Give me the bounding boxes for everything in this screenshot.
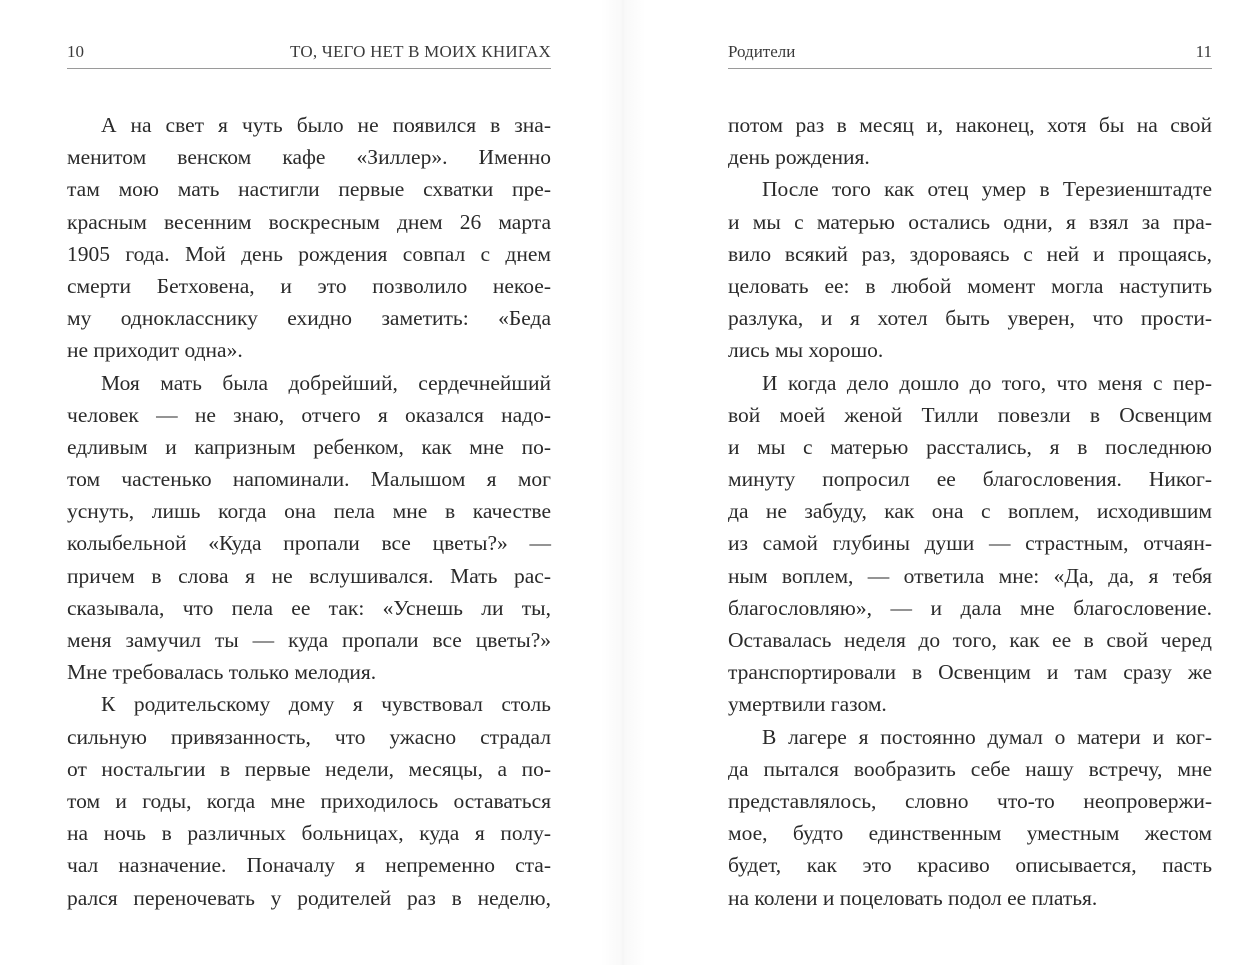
text-line: красным весенним воскресным днем 26 марта [67,209,551,234]
text-line: умертвили газом. [728,692,887,717]
text-line: да пытался вообразить себе нашу встречу, мне [728,756,1212,781]
text-line: на колени и поцеловать подол ее платья. [728,885,1098,910]
right-page [623,0,1246,965]
right-header-rule [728,68,1212,69]
text-line: потом раз в месяц и, наконец, хотя бы на свой [728,113,1212,137]
text-line: чал назначение. Поначалу я непременно ста- [67,853,551,878]
text-line: том и годы, когда мне приходилось оставаться [67,788,551,813]
text-line: А на свет я чуть было не появился в зна- [101,113,551,137]
text-line: причем в слова я не вслушивался. Мать рас- [67,563,551,588]
text-line: том частенько напоминали. Малышом я мог [67,467,551,492]
text-line: рался переночевать у родителей раз в неделю, [67,885,551,910]
text-line: и мы с матерью остались одни, я взял за пра- [728,209,1212,234]
text-line: едливым и капризным ребенком, как мне по- [67,434,551,459]
text-line: на ночь в различных больницах, куда я полу- [67,821,551,846]
text-line: меня замучил ты — куда пропали все цветы?» [67,628,551,652]
text-line: лись мы хорошо. [728,338,884,363]
text-line: день рождения. [728,145,870,170]
text-line: В лагере я постоянно думал о матери и ког- [762,724,1212,749]
text-line: му однокласснику ехидно заметить: «Беда [67,306,551,331]
text-line: минуту попросил ее благословения. Никог- [728,467,1212,492]
text-line: человек — не знаю, отчего я оказался надо- [67,402,551,427]
text-line: представлялось, словно что-то неопровержи- [728,788,1212,813]
text-line: да не забуду, как она с воплем, исходившим [728,499,1212,524]
text-line: После того как отец умер в Терезиенштадте [762,177,1212,202]
left-running-head [67,40,551,64]
text-line: И когда дело дошло до того, что меня с пер- [762,370,1212,395]
text-line: ным воплем, — ответила мне: «Да, да, я тебя [728,563,1212,588]
left-page-number: 10 [67,42,84,61]
text-line: не приходит одна». [67,338,243,363]
text-line: целовать ее: в любой момент могла наступить [728,273,1212,298]
left-running-title: ТО, ЧЕГО НЕТ В МОИХ КНИГАХ [289,42,551,61]
text-line: сильную привязанность, что ужасно страдал [67,724,551,749]
right-running-head [728,40,1212,64]
text-line: смерти Бетховена, и это позволило некое- [67,273,551,298]
text-line: мое, будто единственным уместным жестом [728,821,1212,846]
text-line: разлука, и я хотел быть уверен, что прости- [728,306,1212,331]
right-body-text [728,109,1212,914]
text-line: колыбельной «Куда пропали все цветы?» — [67,531,551,556]
text-line: вило всякий раз, здороваясь с ней и прощаясь, [728,241,1212,266]
text-line: Моя мать была добрейший, сердечнейший [101,370,551,395]
text-line: менитом венском кафе «Зиллер». Именно [67,145,551,170]
text-line: будет, как это красиво описывается, пасть [728,853,1212,878]
right-page-number: 11 [1195,42,1212,61]
text-line: транспортировали в Освенцим и там сразу же [728,660,1212,685]
text-line: от ностальгии в первые недели, месяцы, а по- [67,756,551,781]
text-line: уснуть, лишь когда она пела мне в качестве [67,499,551,524]
text-line: сказывала, что пела ее так: «Уснешь ли ты, [67,595,551,620]
text-line: и мы с матерью расстались, я в последнюю [728,434,1212,459]
text-line: Мне требовалась только мелодия. [67,660,377,685]
text-line: Оставалась неделя до того, как ее в свой черед [728,628,1212,652]
text-line: 1905 года. Мой день рождения совпал с днем [67,241,551,266]
text-line: вой моей женой Тилли повезли в Освенцим [728,402,1212,427]
left-header-rule [67,68,551,69]
right-running-title: Родители [728,42,796,61]
text-line: из самой глубины души — страстным, отчаян- [728,531,1212,556]
text-line: благословляю», — и дала мне благословение. [728,595,1212,620]
text-line: К родительскому дому я чувствовал столь [101,692,551,717]
left-body-text [67,109,551,914]
text-line: там мою мать настигли первые схватки пре- [67,177,551,202]
